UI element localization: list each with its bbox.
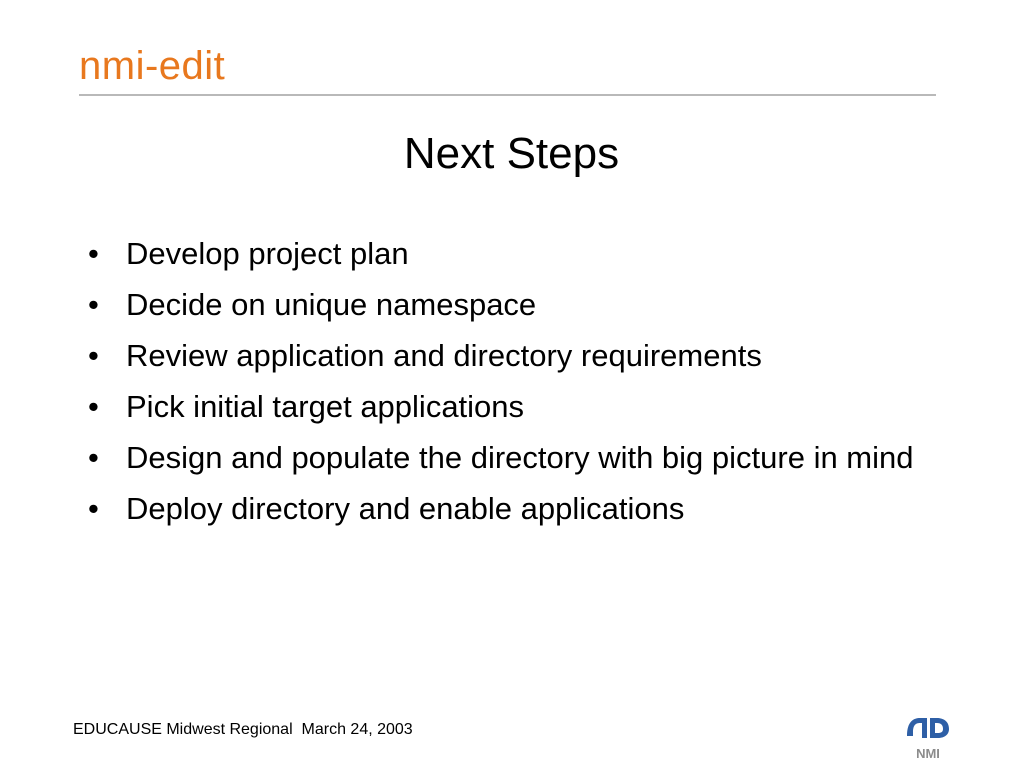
bullet-marker: • (88, 287, 99, 322)
brand-title: nmi-edit (79, 44, 226, 88)
bullet-marker: • (88, 389, 99, 424)
logo-right-arc (935, 718, 949, 738)
slide-title: Next Steps (403, 129, 620, 178)
bullet-marker: • (88, 440, 99, 475)
bullet-marker: • (88, 236, 99, 271)
footer-text: EDUCAUSE Midwest Regional March 24, 2003 (73, 721, 413, 738)
bullet-marker: • (88, 338, 99, 373)
bullet-item (88, 386, 948, 428)
bullet-text: Pick initial target applications (126, 389, 525, 424)
bullet-item (88, 335, 948, 377)
logo-right-post (930, 718, 935, 738)
bullet-text: Review application and directory requirements (126, 338, 762, 373)
bullet-item (88, 437, 948, 479)
logo-left-post (922, 718, 927, 738)
logo-text: NMI (916, 746, 940, 761)
header-divider (79, 94, 936, 96)
bullet-item (88, 233, 948, 275)
bullet-item (88, 284, 948, 326)
bullet-list (88, 233, 948, 539)
bullet-text: Deploy directory and enable applications (126, 491, 685, 526)
bullet-text: Develop project plan (126, 236, 409, 271)
bullet-item (88, 488, 948, 530)
bullet-text: Decide on unique namespace (126, 287, 537, 322)
bullet-text: Design and populate the directory with big picture in mind (126, 440, 914, 475)
logo-left-arc (907, 718, 922, 736)
nmi-logo-icon (902, 712, 954, 762)
bullet-marker: • (88, 491, 99, 526)
